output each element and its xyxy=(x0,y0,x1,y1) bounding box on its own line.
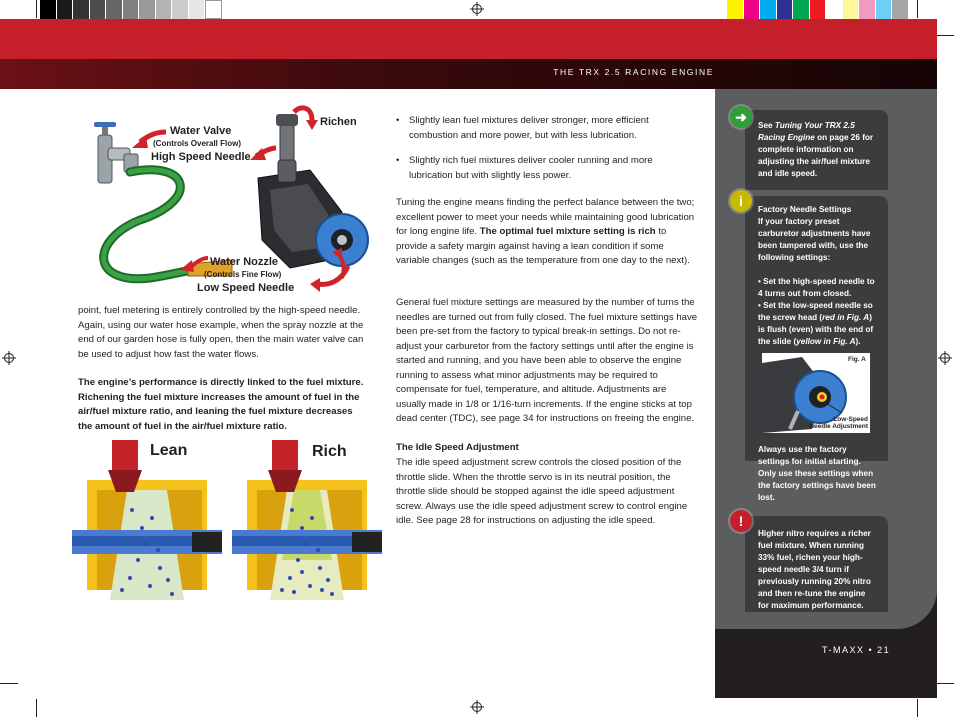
note-2-item-2-i2: yellow in Fig. A xyxy=(796,337,856,346)
label-water-nozzle-sub: (Controls Fine Flow) xyxy=(204,270,282,279)
info-icon: i xyxy=(730,190,752,212)
bullet-item xyxy=(396,114,696,144)
tip-arrow-icon: ➜ xyxy=(730,106,752,128)
lean-cutaway-figure xyxy=(72,440,224,600)
note-1-italic: Tuning Your TRX 2.5 Racing Engine xyxy=(758,121,855,142)
warning-icon: ! xyxy=(730,510,752,532)
tuning-text-b: to provide a safety margin against having a lean condition if some variable changes (such as the temperature from one day to the next). xyxy=(396,226,690,266)
bullet-dot: • xyxy=(396,115,400,126)
note-2-body: If your factory preset carburetor adjustments have been tampered with, use the following settings: xyxy=(758,217,871,262)
tuning-paragraph xyxy=(396,196,696,269)
label-water-nozzle: Water Nozzle xyxy=(210,256,279,268)
crop-mark xyxy=(36,0,37,18)
grayscale-bar xyxy=(40,0,222,19)
rich-label: Rich xyxy=(312,443,347,460)
page-footer: T-MAXX • 21 xyxy=(822,645,891,655)
tuning-text-bold: The optimal fuel mixture setting is rich xyxy=(479,226,656,237)
registration-mark-icon xyxy=(470,700,484,714)
bullet-text: Slightly lean fuel mixtures deliver stronger, more efficient combustion and more power, but with less lubrication. xyxy=(409,115,649,141)
color-bar xyxy=(727,0,909,19)
label-water-valve-sub: (Controls Overall Flow) xyxy=(153,139,242,148)
crop-mark xyxy=(917,699,918,717)
registration-mark-icon xyxy=(938,351,952,365)
settings-paragraph: General fuel mixture settings are measured by the number of turns the needles are turned out from fully closed. The fuel mixture settings have been pre-set from the factory to typical break-in settings. Do not re-adjust your carburetor from the factory settings until after the engine is started and running, and you have been able to observe the engine running to assess what minor adjustments may be required to compensate for fuel, temperature, and altitude. Adjustments are usually made in 1/8 or 1/16-turn increments. If the engine sticks at top dead center (TDC), see page 34 for instructions on freeing the engine. xyxy=(396,297,698,424)
header-subband xyxy=(0,59,937,89)
bullet-dot: • xyxy=(396,155,400,166)
idle-paragraph xyxy=(396,456,696,529)
note-2-item-2-b: ) is flush (even) with the end of the slide ( xyxy=(758,313,874,346)
label-low-speed-needle: Low Speed Needle xyxy=(197,282,295,294)
note-1-text-a: See xyxy=(758,121,775,130)
registration-mark-icon xyxy=(2,351,16,365)
fig-a-label: Fig. A xyxy=(848,356,866,363)
label-richen: Richen xyxy=(320,116,357,128)
left-para-1: point, fuel metering is entirely controlled by the high-speed needle. Again, using our water hose example, when the spray nozzle at the end of our garden hose is fully open, then the main water valve can be used to adjust how fast the water flows. xyxy=(78,305,364,360)
note-2-title: Factory Needle Settings xyxy=(758,205,852,214)
note-2-item-2 xyxy=(758,300,876,348)
bullet-text: Slightly rich fuel mixtures deliver cooler running and more lubrication but with slightly less power. xyxy=(409,155,653,181)
running-title: THE TRX 2.5 RACING ENGINE xyxy=(553,67,714,77)
left-para-2-bold: The engine’s performance is directly linked to the fuel mixture. Richening the fuel mixture increases the amount of fuel in the air/fuel mixture ratio, and leaning the fuel mixture decreases the amount of fuel in the air/fuel mixture ratio. xyxy=(78,377,364,432)
note-2-item-1: • Set the high-speed needle to 4 turns out from closed. xyxy=(758,277,875,298)
registration-mark-icon xyxy=(470,2,484,16)
idle-text: The idle speed adjustment screw controls the closed position of the throttle slide. When the throttle servo is in its neutral position, the throttle slide should be stopped against the idle speed adjustment screw. Always use the idle speed adjustment screw to control engine idle. See page 28 for instructions on adjusting the idle speed. xyxy=(396,457,688,526)
note-1-text-b: on page 26 for complete information on adjusting the air/fuel mixture and idle speed. xyxy=(758,133,874,178)
crop-mark xyxy=(917,0,918,18)
note-1 xyxy=(758,120,876,180)
lean-label: Lean xyxy=(150,442,188,459)
idle-heading: The Idle Speed Adjustment xyxy=(396,442,519,453)
crop-mark xyxy=(936,683,954,684)
crop-mark xyxy=(0,683,18,684)
crop-mark xyxy=(936,35,954,36)
fig-a-caption-2: Needle Adjustment xyxy=(809,423,868,430)
label-water-valve: Water Valve xyxy=(170,125,232,137)
note-3: Higher nitro requires a richer fuel mixture. When running 33% fuel, richen your high-speed needle 3/4 turn if previously running 20% nitro and then re-tune the engine for maximum performance. xyxy=(758,529,871,610)
crop-mark xyxy=(36,699,37,717)
bullet-item xyxy=(396,154,696,184)
header-band xyxy=(0,19,937,59)
rich-cutaway-figure xyxy=(232,440,382,600)
fig-a-caption-1: Low-Speed xyxy=(833,416,868,423)
note-2-item-2-a: • Set the low-speed needle so the screw head ( xyxy=(758,301,873,322)
note-2-footer: Always use the factory settings for initial starting. Only use these settings when the factory settings have been lost. xyxy=(758,445,876,502)
note-2-item-2-c: ). xyxy=(855,337,861,346)
note-2-item-2-i1: red in Fig. A xyxy=(822,313,870,322)
tuning-text-a: Tuning the engine means finding the perfect balance between the two; excellent power to meet your needs while maintaining good lubrication for long engine life. xyxy=(396,197,695,237)
label-high-speed-needle: High Speed Needle xyxy=(151,151,251,163)
